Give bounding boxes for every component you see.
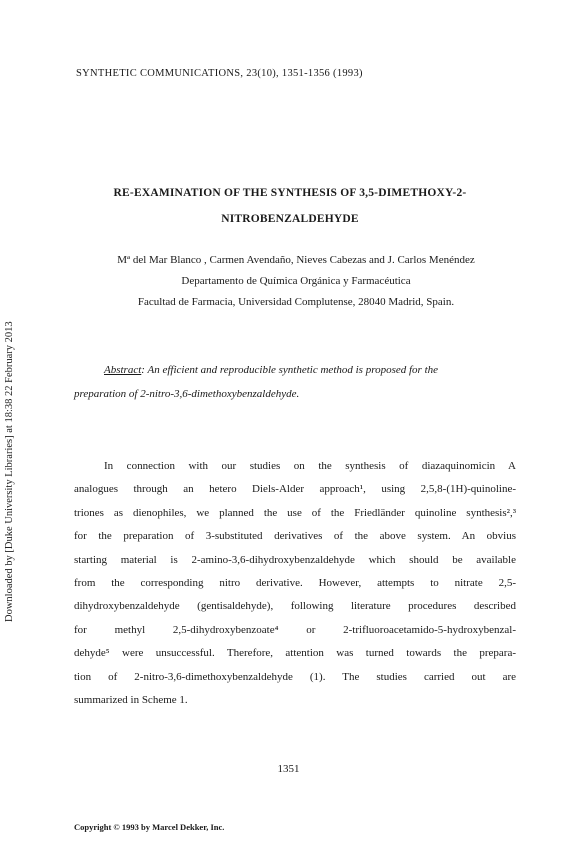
page-number: 1351 — [277, 763, 300, 775]
abstract-line-1 — [74, 358, 514, 382]
body-line: tion of 2-nitro-3,6-dimethoxybenzaldehyde (1). The studies carried out are — [74, 670, 516, 683]
title-line-1: RE-EXAMINATION OF THE SYNTHESIS OF 3,5-DIMETHOXY-2- — [113, 187, 467, 199]
article-title — [80, 180, 500, 232]
body-paragraph — [74, 455, 516, 712]
author-names: Mª del Mar Blanco , Carmen Avendaño, Nieves Cabezas and J. Carlos Menéndez — [117, 254, 475, 266]
abstract-label: Abstract — [104, 364, 142, 376]
body-line: for methyl 2,5-dihydroxybenzoate⁴ or 2-trifluoroacetamido-5-hydroxybenzal- — [74, 623, 516, 636]
body-line: In connection with our studies on the synthesis of diazaquinomicin A — [104, 460, 516, 472]
body-line: dehyde⁵ were unsuccessful. Therefore, attention was turned towards the prepara- — [74, 647, 516, 660]
running-head: SYNTHETIC COMMUNICATIONS, 23(10), 1351-1356 (1993) — [76, 68, 363, 79]
body-line: for the preparation of 3-substituted derivatives of the above system. An obvius — [74, 530, 516, 543]
abstract — [74, 358, 514, 406]
download-watermark: Downloaded by [Duke University Libraries] at 18:38 22 February 2013 — [4, 321, 15, 622]
affiliation-department: Departamento de Química Orgánica y Farmacéutica — [181, 275, 411, 287]
body-line: analogues through an hetero Diels-Alder approach¹, using 2,5,8-(1H)-quinoline- — [74, 483, 516, 496]
body-line: summarized in Scheme 1. — [74, 694, 188, 707]
body-line: triones as dienophiles, we planned the use of the Friedländer quinoline synthesis²,³ — [74, 506, 516, 519]
body-line: dihydroxybenzaldehyde (gentisaldehyde), following literature procedures described — [74, 600, 516, 613]
body-line: from the corresponding nitro derivative. However, attempts to nitrate 2,5- — [74, 577, 516, 590]
abstract-line-2: preparation of 2-nitro-3,6-dimethoxybenzaldehyde. — [74, 388, 300, 400]
affiliation-faculty: Facultad de Farmacia, Universidad Complutense, 28040 Madrid, Spain. — [137, 296, 455, 308]
author-block — [76, 250, 516, 313]
copyright-notice: Copyright © 1993 by Marcel Dekker, Inc. — [74, 822, 225, 832]
title-line-2: NITROBENZALDEHYDE — [221, 213, 359, 225]
abstract-text-1: : An efficient and reproducible synthetic method is proposed for the — [141, 364, 439, 376]
body-line: starting material is 2-amino-3,6-dihydroxybenzaldehyde which should be available — [74, 553, 516, 566]
